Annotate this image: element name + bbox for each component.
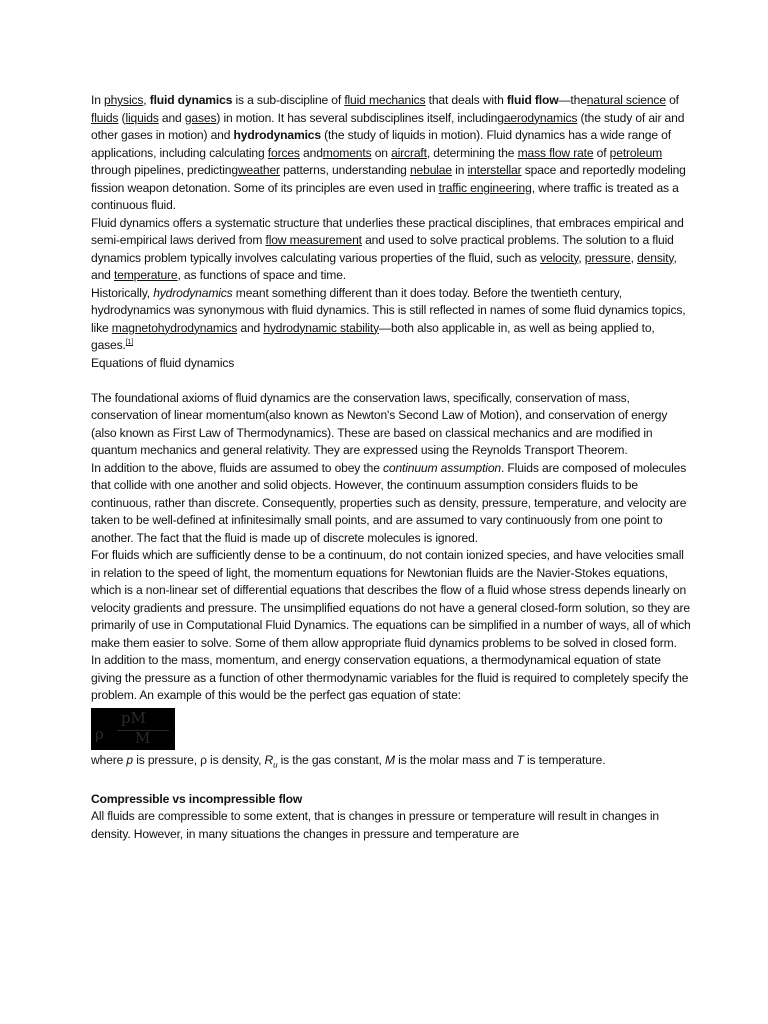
paragraph-state-equation: In addition to the mass, momentum, and energy conservation equations, a thermodynamical equation of state giving the pressure as a function of other thermodynamic variables for the fluid is required to completely specify the problem. An example of this would be the perfect gas equation of state:	[91, 653, 689, 702]
link-flow-measurement[interactable]: flow measurement	[265, 233, 362, 247]
link-physics[interactable]: physics	[104, 93, 144, 107]
link-liquids[interactable]: liquids	[125, 110, 159, 125]
link-natural-science[interactable]: natural science	[586, 93, 666, 107]
link-density[interactable]: density	[637, 250, 674, 265]
link-weather[interactable]: weather	[237, 163, 280, 177]
formula-numerator: pM	[121, 708, 146, 727]
link-temperature[interactable]: temperature	[113, 268, 178, 282]
document-body	[91, 92, 691, 843]
link-hydrodynamic-stability[interactable]: hydrodynamic stability	[263, 320, 379, 335]
link-gases[interactable]: gases	[184, 110, 217, 125]
formula-denominator: M	[135, 728, 151, 747]
link-mass-flow-rate[interactable]: mass flow rate	[517, 145, 594, 160]
formula-image	[91, 708, 175, 750]
link-forces[interactable]: forces	[267, 145, 300, 160]
link-fluids[interactable]: fluids	[91, 110, 119, 125]
link-petroleum[interactable]: petroleum	[609, 145, 663, 160]
paragraph-navier-stokes: For fluids which are sufficiently dense to be a continuum, do not contain ionized species, and have velocities small in relation to the speed of light, the momentum equations for Newtonian fluids are the Navier-Stokes equations, which is a non-linear set of differential equations that describes the flow of a fluid whose stress depends linearly on velocity gradients and pressure. The unsimplified equations do not have a general closed-form solution, so they are primarily of use in Computational Fluid Dynamics. The equations can be simplified in a number of ways, all of which make them easier to solve. Some of them allow appropriate fluid dynamics problems to be solved in closed form.	[91, 548, 691, 650]
term-fluid-flow: fluid flow	[506, 93, 559, 107]
link-velocity[interactable]: velocity	[540, 250, 579, 265]
paragraph-where: where p is pressure, ρ is density, $R_u$ is the gas constant, M is the molar mass and T is temperature.	[91, 752, 606, 769]
paragraph-structure: Fluid dynamics offers a systematic structure that underlies these practical disciplines, that embraces empirical and semi-empirical laws derived from flow measurement and used to solve practical problems. The solution to a fluid dynamics problem typically involves calculating various properties of the fluid, such as velocity, pressure, density, and temperature, as functions of space and time.	[91, 215, 684, 282]
link-interstellar[interactable]: interstellar	[467, 163, 522, 177]
link-magnetohydrodynamics[interactable]: magnetohydrodynamics	[111, 320, 238, 335]
link-pressure[interactable]: pressure	[584, 250, 631, 265]
link-traffic-engineering[interactable]: traffic engineering	[438, 180, 532, 195]
paragraph-axioms: The foundational axioms of fluid dynamics are the conservation laws, specifically, conservation of mass, conservation of linear momentum(also known as Newton's Second Law of Motion), and conservation of energy (also known as First Law of Thermodynamics). These are based on classical mechanics and are modified in quantum mechanics and general relativity. They are expressed using the Reynolds Transport Theorem.	[91, 390, 668, 457]
paragraph-intro: In physics, fluid dynamics is a sub-discipline of fluid mechanics that deals with fluid flow—thenatural science of fluids (liquids and gases) in motion. It has several subdisciplines itself, includingaerodynamics (the study of air and other gases in motion) and hydrodynamics (the study of liquids in motion). Fluid dynamics has a wide range of applications, including calculating forces andmoments on aircraft, determining the mass flow rate of petroleum through pipelines, predictingweather patterns, understanding nebulae in interstellar space and reportedly modeling fission weapon detonation. Some of its principles are even used in traffic engineering, where traffic is treated as a continuous fluid.	[91, 93, 686, 212]
paragraph-compressible: All fluids are compressible to some extent, that is changes in pressure or temperature will result in changes in density. However, in many situations the changes in pressure and temperature are	[91, 809, 660, 841]
link-fluid-mechanics[interactable]: fluid mechanics	[344, 93, 426, 107]
spacer	[91, 773, 691, 791]
reference-link[interactable]: [1]	[125, 339, 134, 346]
paragraph-history: Historically, hydrodynamics meant something different than it does today. Before the twentieth century, hydrodynamics was synonymous with fluid dynamics. This is still reflected in names of some fluid dynamics topics, like magnetohydrodynamics and hydrodynamic stability—both also applicable in, as well as being applied to, gases.[1]	[91, 285, 686, 352]
paragraph-continuum: In addition to the above, fluids are assumed to obey the continuum assumption. Fluids are composed of molecules that collide with one another and solid objects. However, the continuum assumption considers fluids to be continuous, rather than discrete. Consequently, properties such as density, pressure, temperature, and velocity are taken to be well-defined at infinitesimally small points, and are assumed to vary continuously from one point to another. The fact that the fluid is made up of discrete molecules is ignored.	[91, 460, 687, 545]
spacer	[91, 372, 691, 390]
term-continuum-assumption: continuum assumption	[382, 460, 501, 475]
term-fluid-dynamics: fluid dynamics	[149, 93, 233, 107]
link-nebulae[interactable]: nebulae	[409, 163, 452, 177]
formula-lhs: ρ	[95, 724, 104, 743]
heading-equations: Equations of fluid dynamics	[91, 355, 235, 370]
term-hydrodynamics: hydrodynamics	[233, 128, 321, 142]
link-aircraft[interactable]: aircraft	[391, 145, 427, 160]
link-aerodynamics[interactable]: aerodynamics	[503, 110, 578, 125]
link-moments[interactable]: moments	[322, 145, 372, 160]
term-hydrodynamics-italic: hydrodynamics	[153, 285, 233, 300]
heading-compressible: Compressible vs incompressible flow	[91, 791, 303, 806]
